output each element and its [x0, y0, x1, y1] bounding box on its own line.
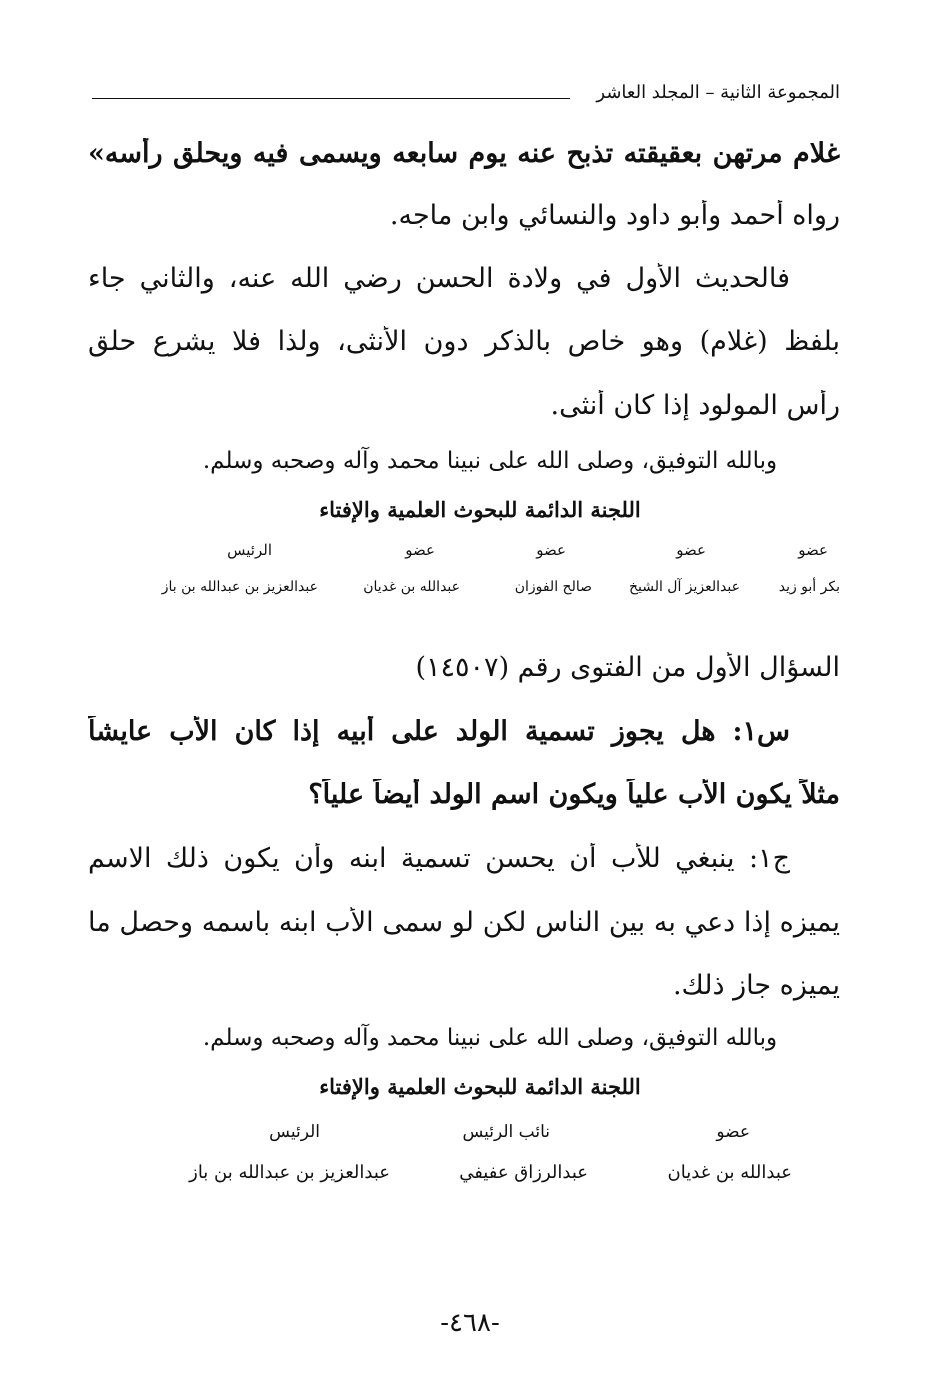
signatory-title: عضو — [405, 541, 435, 559]
paragraph-line: رواه أحمد وأبو داود والنسائي وابن ماجه. — [389, 200, 840, 231]
committee-title: اللجنة الدائمة للبحوث العلمية والإفتاء — [319, 1074, 641, 1099]
hadith-line-bold: غلام مرتهن بعقيقته تذبح عنه يوم سابعه ويسمى فيه ويحلق رأسه» — [88, 138, 840, 169]
closing-line: وبالله التوفيق، وصلى الله على نبينا محمد وآله وصحبه وسلم. — [202, 448, 778, 474]
committee-title: اللجنة الدائمة للبحوث العلمية والإفتاء — [319, 497, 641, 522]
signatory-name: بكر أبو زيد — [778, 579, 840, 595]
signatory-name: عبدالله بن غديان — [363, 579, 460, 595]
signatory-title: عضو — [798, 541, 828, 559]
closing-line: وبالله التوفيق، وصلى الله على نبينا محمد وآله وصحبه وسلم. — [202, 1025, 778, 1051]
answer-line: يميزه إذا دعي به بين الناس لكن لو سمى الأب ابنه باسمه وحصل ما — [88, 907, 840, 938]
signatory-name: عبدالله بن غديان — [667, 1162, 792, 1183]
header-rule — [92, 98, 570, 99]
question-line: مثلاً يكون الأب علياً ويكون اسم الولد أيضاً علياً؟ — [308, 779, 840, 810]
header-title: المجموعة الثانية – المجلد العاشر — [596, 82, 840, 103]
signatory-name: عبدالعزيز بن عبدالله بن باز — [189, 1162, 390, 1183]
paragraph-line: بلفظ (غلام) وهو خاص بالذكر دون الأنثى، ولذا فلا يشرع حلق — [88, 326, 840, 357]
page-number: -٤٦٨- — [440, 1308, 500, 1338]
signatory-title: نائب الرئيس — [462, 1122, 550, 1142]
question-line: س١: هل يجوز تسمية الولد على أبيه إذا كان الأب عايشاً — [88, 716, 790, 747]
signatory-title: عضو — [536, 541, 566, 559]
signatory-title: الرئيس — [227, 541, 272, 559]
signatory-title: عضو — [716, 1122, 750, 1142]
signatory-title: الرئيس — [269, 1122, 320, 1142]
signatory-title: عضو — [676, 541, 706, 559]
signatory-name: عبدالرزاق عفيفي — [459, 1162, 588, 1183]
signatory-name: عبدالعزيز آل الشيخ — [628, 579, 740, 595]
signatory-name: صالح الفوزان — [514, 579, 592, 595]
fatwa-heading: السؤال الأول من الفتوى رقم (١٤٥٠٧) — [415, 652, 840, 683]
paragraph-line: رأس المولود إذا كان أنثى. — [550, 390, 840, 421]
answer-line: ج١: ينبغي للأب أن يحسن تسمية ابنه وأن يكون ذلك الاسم — [88, 843, 790, 874]
signatory-name: عبدالعزيز بن عبدالله بن باز — [161, 579, 318, 595]
running-header — [92, 82, 840, 112]
paragraph-line: فالحديث الأول في ولادة الحسن رضي الله عنه، والثاني جاء — [88, 263, 790, 294]
answer-line: يميزه جاز ذلك. — [672, 970, 840, 1001]
